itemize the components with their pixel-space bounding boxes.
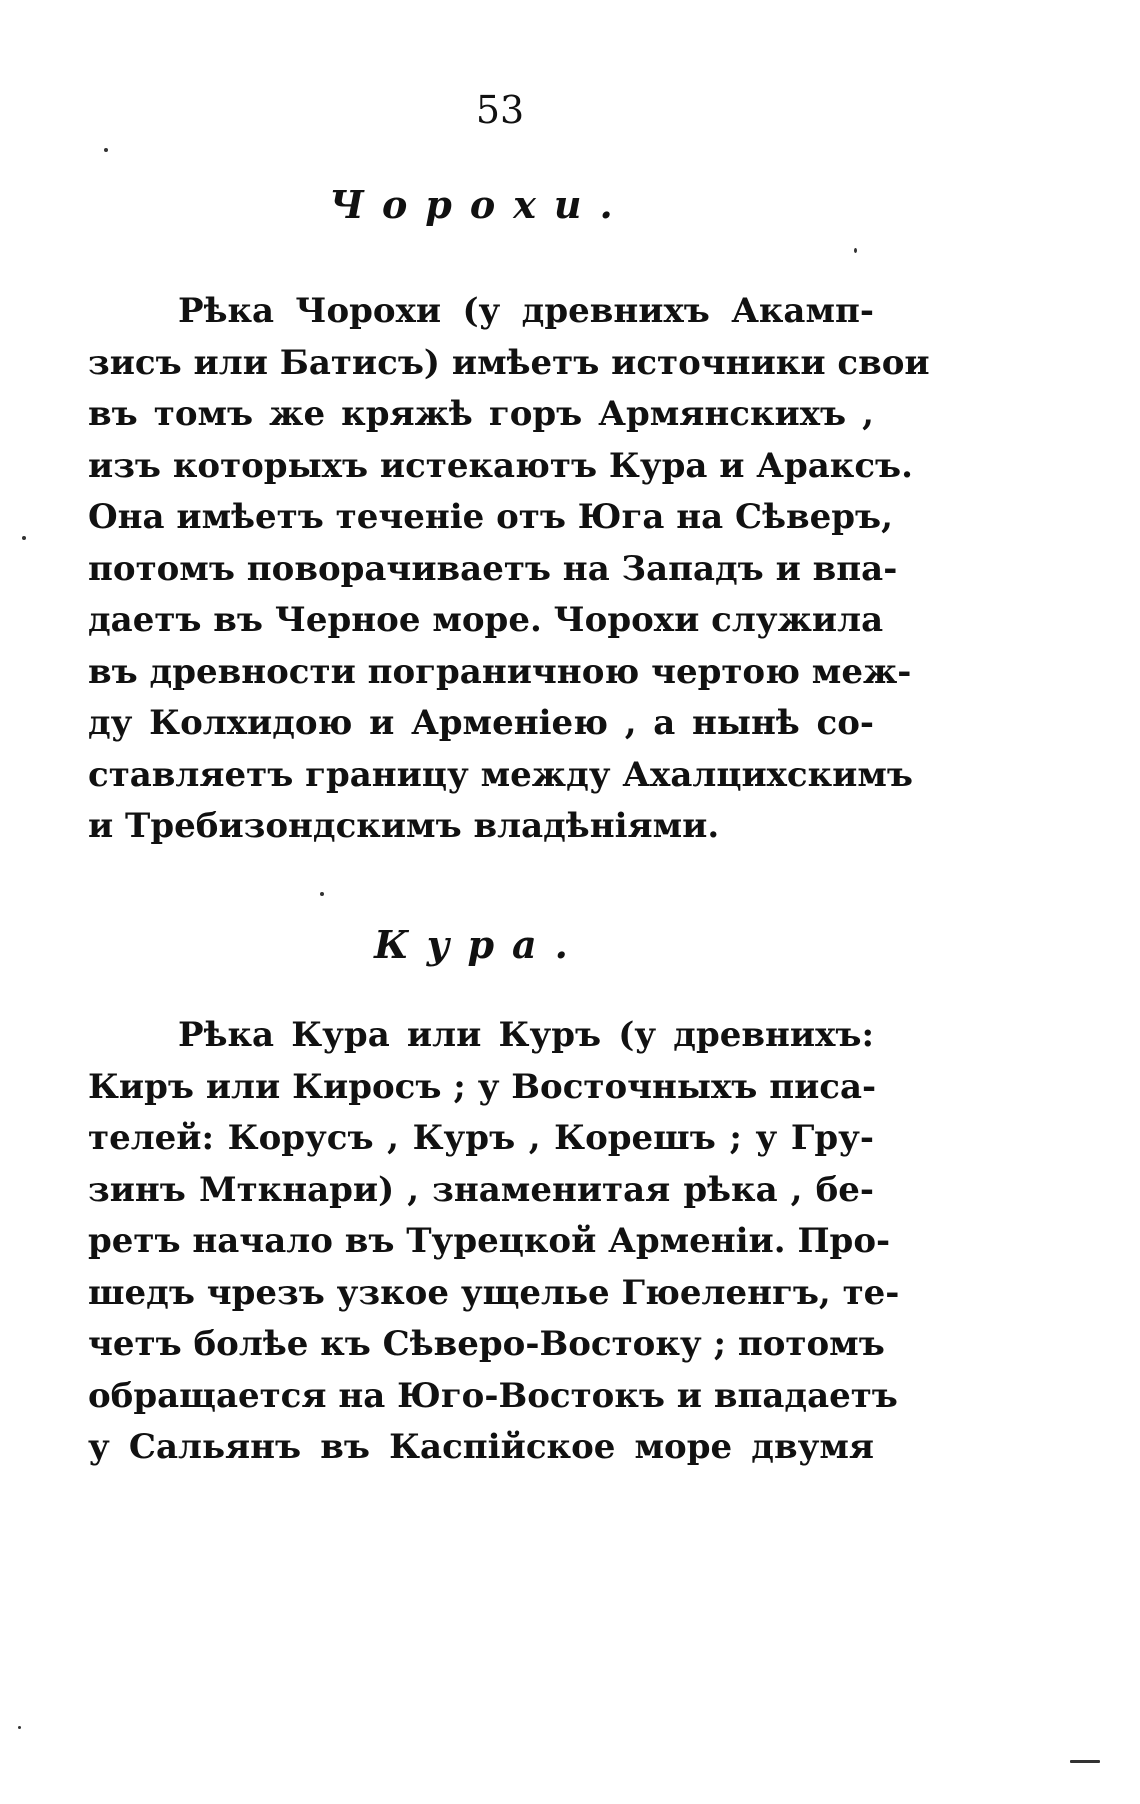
text-line: Она имѣетъ теченіе отъ Юга на Сѣверъ, <box>88 497 893 537</box>
text-line: у Сальянъ въ Каспійское море двумя <box>88 1427 874 1467</box>
text-line: зисъ или Батисъ) имѣетъ источники свои <box>88 342 930 383</box>
paragraph-chorokhi <box>88 286 930 853</box>
text-line: и Требизондскимъ владѣніями. <box>88 806 720 846</box>
section-heading-kura: Кура. <box>374 922 586 967</box>
text-line: зинъ Мткнари) , знаменитая рѣка , бе- <box>88 1169 874 1210</box>
text-line: ретъ начало въ Турецкой Арменіи. Про- <box>88 1221 891 1261</box>
text-line: ду Колхидою и Арменіею , а нынѣ со- <box>88 703 874 743</box>
scan-speck <box>22 536 26 540</box>
text-line: телей: Корусъ , Куръ , Корешъ ; у Гру- <box>88 1118 874 1158</box>
text-line: ставляетъ границу между Ахалцихскимъ <box>88 754 914 795</box>
text-line: четъ болѣе къ Сѣверо-Востоку ; потомъ <box>88 1324 885 1364</box>
text-line: въ древности пограничною чертою меж- <box>88 651 912 692</box>
scan-speck <box>854 248 857 253</box>
text-line: шедъ чрезъ узкое ущелье Гюеленгъ, те- <box>88 1272 900 1313</box>
text-line: потомъ поворачиваетъ на Западъ и впа- <box>88 548 898 589</box>
paragraph-kura <box>88 1010 900 1474</box>
scan-speck <box>18 1726 21 1729</box>
text-line: обращается на Юго-Востокъ и впадаетъ <box>88 1375 898 1416</box>
scan-speck <box>1070 1760 1100 1763</box>
page-number: 53 <box>475 88 525 132</box>
text-line: Рѣка Чорохи (у древнихъ Акамп- <box>178 291 874 331</box>
section-heading-chorokhi: Чорохи. <box>329 182 631 227</box>
text-line: Рѣка Кура или Куръ (у древнихъ: <box>178 1015 874 1055</box>
text-line: въ томъ же кряжѣ горъ Армянскихъ , <box>88 394 874 434</box>
scan-speck <box>104 148 108 152</box>
text-line: даетъ въ Черное море. Чорохи служила <box>88 600 884 640</box>
scan-speck <box>320 892 324 896</box>
text-line: изъ которыхъ истекаютъ Кура и Араксъ. <box>88 445 913 486</box>
text-line: Киръ или Киросъ ; у Восточныхъ писа- <box>88 1066 877 1107</box>
